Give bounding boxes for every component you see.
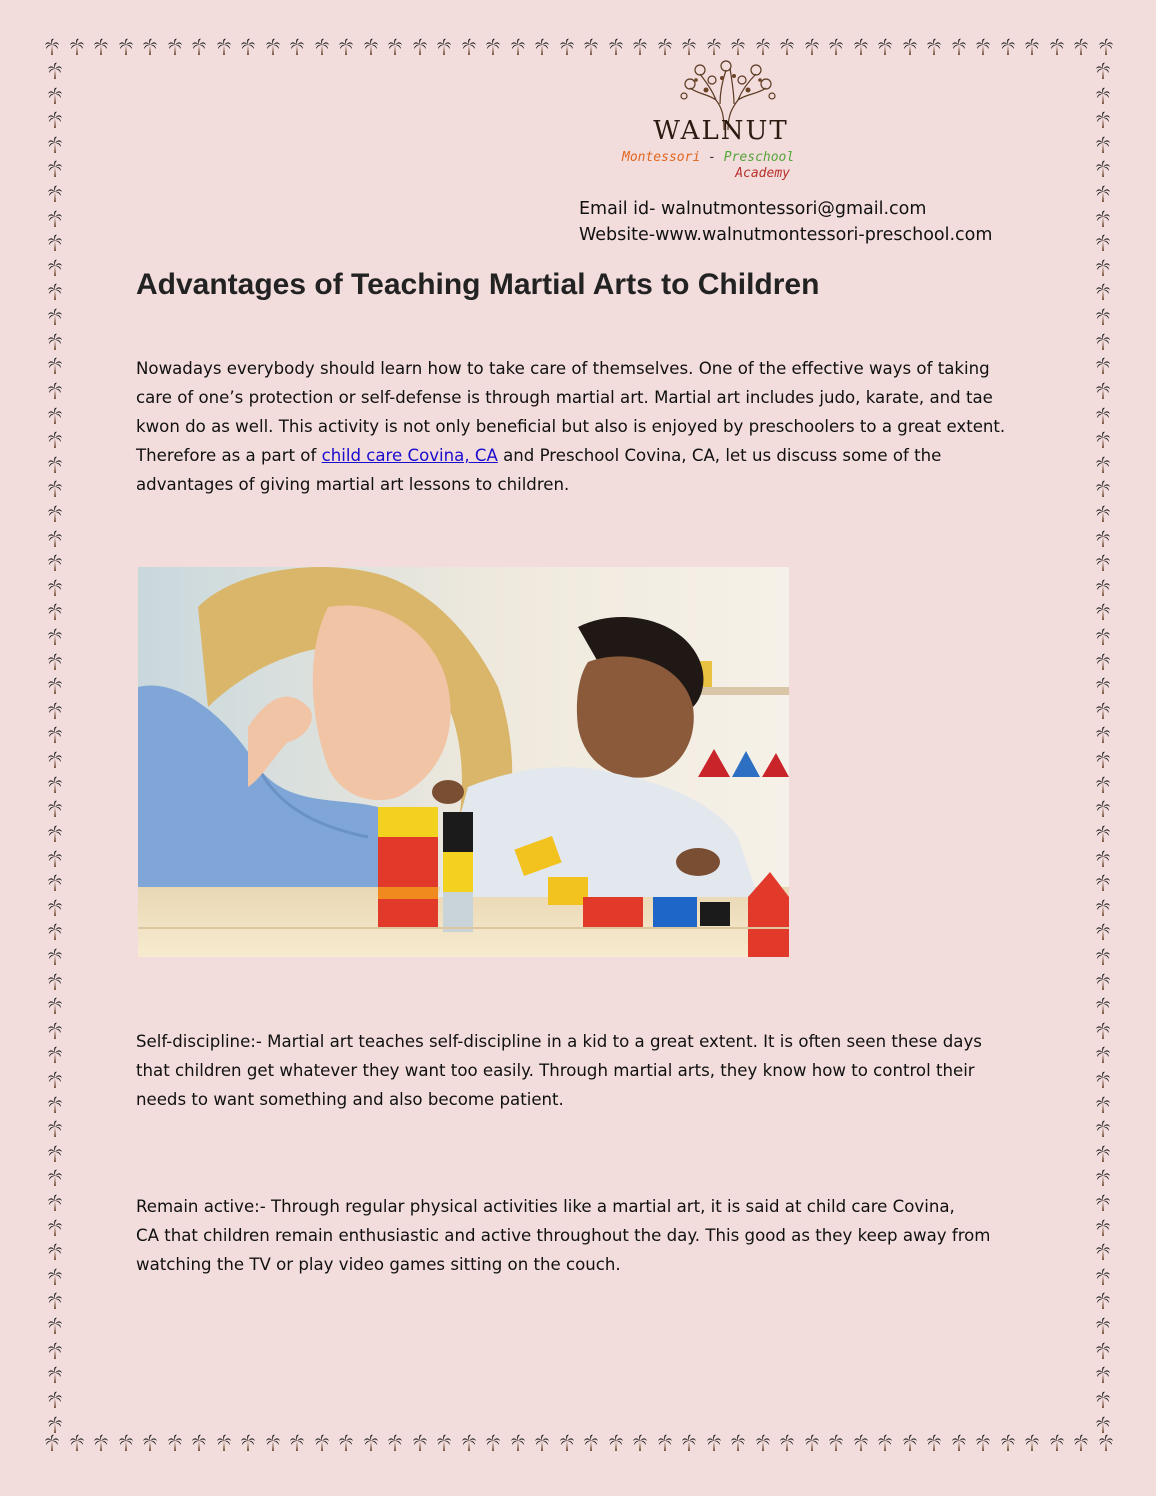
- palm-tree-icon: [632, 38, 648, 56]
- palm-tree-icon: [47, 87, 63, 105]
- palm-tree-icon: [1095, 87, 1111, 105]
- palm-tree-icon: [1095, 899, 1111, 917]
- palm-tree-icon: [265, 38, 281, 56]
- palm-tree-icon: [1095, 653, 1111, 671]
- palm-tree-icon: [436, 1434, 452, 1452]
- palm-tree-icon: [1095, 800, 1111, 818]
- palm-tree-icon: [338, 38, 354, 56]
- palm-tree-icon: [47, 1317, 63, 1335]
- palm-tree-icon: [657, 1434, 673, 1452]
- palm-tree-icon: [510, 1434, 526, 1452]
- palm-tree-icon: [1095, 579, 1111, 597]
- palm-tree-icon: [118, 38, 134, 56]
- palm-tree-icon: [47, 111, 63, 129]
- intro-line-1: Nowadays everybody should learn how to take care of themselves. One of the effective ways of taking: [136, 359, 990, 378]
- palm-tree-icon: [1095, 874, 1111, 892]
- intro-line-4: [136, 441, 1036, 470]
- palm-tree-icon: [877, 1434, 893, 1452]
- palm-tree-icon: [706, 38, 722, 56]
- palm-tree-icon: [47, 1243, 63, 1261]
- palm-tree-icon: [485, 1434, 501, 1452]
- logo-tagline: [622, 150, 848, 165]
- intro-line-5: advantages of giving martial art lessons to children.: [136, 475, 570, 494]
- intro-paragraph: [136, 354, 1036, 499]
- palm-tree-icon: [1095, 431, 1111, 449]
- palm-tree-icon: [142, 1434, 158, 1452]
- palm-tree-icon: [779, 38, 795, 56]
- palm-tree-icon: [1049, 1434, 1065, 1452]
- palm-tree-icon: [47, 800, 63, 818]
- palm-tree-icon: [1098, 38, 1114, 56]
- palm-tree-icon: [47, 259, 63, 277]
- palm-tree-icon: [47, 1071, 63, 1089]
- palm-tree-icon: [47, 407, 63, 425]
- palm-tree-icon: [1049, 38, 1065, 56]
- palm-tree-icon: [44, 38, 60, 56]
- palm-tree-icon: [1095, 210, 1111, 228]
- palm-tree-icon: [1095, 1145, 1111, 1163]
- palm-tree-icon: [412, 1434, 428, 1452]
- palm-tree-icon: [828, 38, 844, 56]
- palm-tree-icon: [1095, 554, 1111, 572]
- palm-tree-icon: [1095, 160, 1111, 178]
- border-left: [44, 62, 66, 1434]
- palm-tree-icon: [779, 1434, 795, 1452]
- palm-tree-icon: [1095, 702, 1111, 720]
- palm-tree-icon: [534, 38, 550, 56]
- palm-tree-icon: [1095, 1194, 1111, 1212]
- palm-tree-icon: [1095, 850, 1111, 868]
- palm-tree-icon: [47, 1342, 63, 1360]
- palm-tree-icon: [1095, 1366, 1111, 1384]
- palm-tree-icon: [47, 653, 63, 671]
- palm-tree-icon: [47, 1292, 63, 1310]
- palm-tree-icon: [240, 1434, 256, 1452]
- intro-line-3: kwon do as well. This activity is not only beneficial but also is enjoyed by preschoolers to a great extent.: [136, 417, 1006, 436]
- palm-tree-icon: [1095, 1342, 1111, 1360]
- palm-tree-icon: [47, 308, 63, 326]
- palm-tree-icon: [681, 38, 697, 56]
- palm-tree-icon: [47, 751, 63, 769]
- palm-tree-icon: [47, 948, 63, 966]
- palm-tree-icon: [240, 38, 256, 56]
- remain-active-line-2: CA that children remain enthusiastic and active throughout the day. This good as they keep away from: [136, 1226, 991, 1245]
- palm-tree-icon: [1095, 628, 1111, 646]
- palm-tree-icon: [44, 1434, 60, 1452]
- walnut-logo: [618, 60, 844, 184]
- palm-tree-icon: [47, 726, 63, 744]
- palm-tree-icon: [1095, 1317, 1111, 1335]
- palm-tree-icon: [583, 38, 599, 56]
- palm-tree-icon: [47, 357, 63, 375]
- palm-tree-icon: [706, 1434, 722, 1452]
- self-discipline-paragraph: [136, 1027, 1036, 1114]
- palm-tree-icon: [363, 1434, 379, 1452]
- palm-tree-icon: [1095, 1169, 1111, 1187]
- palm-tree-icon: [1095, 923, 1111, 941]
- palm-tree-icon: [167, 1434, 183, 1452]
- palm-tree-icon: [1095, 407, 1111, 425]
- palm-tree-icon: [608, 1434, 624, 1452]
- palm-tree-icon: [951, 38, 967, 56]
- palm-tree-icon: [47, 1194, 63, 1212]
- palm-tree-icon: [1073, 1434, 1089, 1452]
- intro-line-4-pre: Therefore as a part of: [136, 446, 322, 465]
- border-top: [44, 36, 1114, 58]
- palm-tree-icon: [1095, 234, 1111, 252]
- palm-tree-icon: [1024, 38, 1040, 56]
- palm-tree-icon: [47, 185, 63, 203]
- palm-tree-icon: [1095, 726, 1111, 744]
- palm-tree-icon: [1095, 333, 1111, 351]
- logo-preschool: Preschool: [723, 150, 795, 165]
- palm-tree-icon: [510, 38, 526, 56]
- palm-tree-icon: [1095, 456, 1111, 474]
- palm-tree-icon: [657, 38, 673, 56]
- palm-tree-icon: [47, 431, 63, 449]
- teacher-child-blocks-image: [138, 567, 789, 957]
- palm-tree-icon: [1098, 1434, 1114, 1452]
- palm-tree-icon: [47, 628, 63, 646]
- palm-tree-icon: [47, 973, 63, 991]
- palm-tree-icon: [1095, 1120, 1111, 1138]
- palm-tree-icon: [142, 38, 158, 56]
- palm-tree-icon: [681, 1434, 697, 1452]
- palm-tree-icon: [1073, 38, 1089, 56]
- logo-academy: Academy: [735, 166, 790, 181]
- palm-tree-icon: [47, 210, 63, 228]
- palm-tree-icon: [1095, 677, 1111, 695]
- palm-tree-icon: [1095, 357, 1111, 375]
- palm-tree-icon: [559, 1434, 575, 1452]
- palm-tree-icon: [1095, 1391, 1111, 1409]
- remain-active-line-1: Remain active:- Through regular physical activities like a martial art, it is said at child care Covina,: [136, 1197, 955, 1216]
- remain-active-line-3: watching the TV or play video games sitting on the couch.: [136, 1255, 621, 1274]
- palm-tree-icon: [1000, 1434, 1016, 1452]
- palm-tree-icon: [1095, 776, 1111, 794]
- palm-tree-icon: [191, 1434, 207, 1452]
- palm-tree-icon: [755, 1434, 771, 1452]
- palm-tree-icon: [93, 1434, 109, 1452]
- palm-tree-icon: [363, 38, 379, 56]
- palm-tree-icon: [1095, 283, 1111, 301]
- palm-tree-icon: [1095, 1416, 1111, 1434]
- palm-tree-icon: [47, 62, 63, 80]
- palm-tree-icon: [47, 874, 63, 892]
- palm-tree-icon: [93, 38, 109, 56]
- palm-tree-icon: [47, 702, 63, 720]
- palm-tree-icon: [1095, 997, 1111, 1015]
- palm-tree-icon: [47, 1022, 63, 1040]
- palm-tree-icon: [436, 38, 452, 56]
- palm-tree-icon: [1095, 382, 1111, 400]
- palm-tree-icon: [47, 677, 63, 695]
- palm-tree-icon: [853, 1434, 869, 1452]
- palm-tree-icon: [47, 850, 63, 868]
- palm-tree-icon: [47, 776, 63, 794]
- palm-tree-icon: [853, 38, 869, 56]
- logo-wordmark: WALNUT: [653, 116, 789, 146]
- palm-tree-icon: [461, 38, 477, 56]
- palm-tree-icon: [730, 1434, 746, 1452]
- palm-tree-icon: [1095, 530, 1111, 548]
- palm-tree-icon: [1095, 1071, 1111, 1089]
- palm-tree-icon: [47, 283, 63, 301]
- intro-line-2: care of one’s protection or self-defense is through martial art. Martial art includes judo, karate, and tae: [136, 388, 993, 407]
- palm-tree-icon: [314, 1434, 330, 1452]
- palm-tree-icon: [47, 825, 63, 843]
- palm-tree-icon: [47, 333, 63, 351]
- palm-tree-icon: [926, 38, 942, 56]
- palm-tree-icon: [387, 38, 403, 56]
- palm-tree-icon: [47, 1046, 63, 1064]
- palm-tree-icon: [583, 1434, 599, 1452]
- contact-email: Email id- walnutmontessori@gmail.com: [579, 199, 927, 219]
- palm-tree-icon: [1095, 1219, 1111, 1237]
- contact-website: Website-www.walnutmontessori-preschool.com: [579, 225, 993, 245]
- palm-tree-icon: [1095, 1292, 1111, 1310]
- palm-tree-icon: [216, 1434, 232, 1452]
- palm-tree-icon: [975, 1434, 991, 1452]
- palm-tree-icon: [1095, 185, 1111, 203]
- palm-tree-icon: [314, 38, 330, 56]
- palm-tree-icon: [1095, 1022, 1111, 1040]
- palm-tree-icon: [216, 38, 232, 56]
- self-discipline-line-3: needs to want something and also become patient.: [136, 1090, 564, 1109]
- palm-tree-icon: [1095, 825, 1111, 843]
- palm-tree-icon: [289, 1434, 305, 1452]
- palm-tree-icon: [755, 38, 771, 56]
- palm-tree-icon: [902, 1434, 918, 1452]
- palm-tree-icon: [47, 1391, 63, 1409]
- palm-tree-icon: [47, 603, 63, 621]
- palm-tree-icon: [47, 1096, 63, 1114]
- palm-tree-icon: [47, 1145, 63, 1163]
- palm-tree-icon: [47, 1219, 63, 1237]
- palm-tree-icon: [47, 579, 63, 597]
- palm-tree-icon: [47, 997, 63, 1015]
- palm-tree-icon: [47, 554, 63, 572]
- palm-tree-icon: [559, 38, 575, 56]
- palm-tree-icon: [804, 1434, 820, 1452]
- palm-tree-icon: [1000, 38, 1016, 56]
- palm-tree-icon: [1095, 308, 1111, 326]
- palm-tree-icon: [47, 530, 63, 548]
- palm-tree-icon: [730, 38, 746, 56]
- border-bottom: [44, 1432, 1114, 1454]
- palm-tree-icon: [47, 505, 63, 523]
- palm-tree-icon: [632, 1434, 648, 1452]
- self-discipline-line-1: Self-discipline:- Martial art teaches self-discipline in a kid to a great extent. It is often seen these days: [136, 1032, 982, 1051]
- palm-tree-icon: [804, 38, 820, 56]
- palm-tree-icon: [47, 1416, 63, 1434]
- palm-tree-icon: [47, 234, 63, 252]
- palm-tree-icon: [387, 1434, 403, 1452]
- palm-tree-icon: [926, 1434, 942, 1452]
- palm-tree-icon: [1024, 1434, 1040, 1452]
- palm-tree-icon: [412, 38, 428, 56]
- palm-tree-icon: [69, 38, 85, 56]
- remain-active-paragraph: [136, 1192, 1036, 1279]
- page-title: Advantages of Teaching Martial Arts to Children: [136, 268, 820, 301]
- palm-tree-icon: [47, 1366, 63, 1384]
- palm-tree-icon: [1095, 480, 1111, 498]
- intro-line-4-post: and Preschool Covina, CA, let us discuss some of the: [497, 446, 942, 465]
- palm-tree-icon: [47, 480, 63, 498]
- child-care-covina-link[interactable]: child care Covina, CA: [321, 446, 498, 465]
- palm-tree-icon: [1095, 973, 1111, 991]
- palm-tree-icon: [975, 38, 991, 56]
- palm-tree-icon: [47, 1268, 63, 1286]
- border-right: [1092, 62, 1114, 1434]
- palm-tree-icon: [1095, 948, 1111, 966]
- palm-tree-icon: [461, 1434, 477, 1452]
- palm-tree-icon: [1095, 751, 1111, 769]
- palm-tree-icon: [47, 1120, 63, 1138]
- palm-tree-icon: [47, 160, 63, 178]
- palm-tree-icon: [1095, 603, 1111, 621]
- palm-tree-icon: [1095, 111, 1111, 129]
- palm-tree-icon: [338, 1434, 354, 1452]
- palm-tree-icon: [1095, 136, 1111, 154]
- self-discipline-line-2: that children get whatever they want too easily. Through martial arts, they know how to control their: [136, 1061, 975, 1080]
- palm-tree-icon: [47, 923, 63, 941]
- logo-montessori: Montessori: [622, 150, 701, 165]
- contact-block: [579, 196, 992, 248]
- palm-tree-icon: [47, 899, 63, 917]
- palm-tree-icon: [47, 382, 63, 400]
- palm-tree-icon: [485, 38, 501, 56]
- palm-tree-icon: [265, 1434, 281, 1452]
- logo-dash: -: [708, 150, 716, 165]
- palm-tree-icon: [47, 136, 63, 154]
- palm-tree-icon: [1095, 1096, 1111, 1114]
- palm-tree-icon: [1095, 62, 1111, 80]
- palm-tree-icon: [877, 38, 893, 56]
- palm-tree-icon: [1095, 1046, 1111, 1064]
- palm-tree-icon: [167, 38, 183, 56]
- palm-tree-icon: [69, 1434, 85, 1452]
- palm-tree-icon: [534, 1434, 550, 1452]
- palm-tree-icon: [47, 1169, 63, 1187]
- palm-tree-icon: [118, 1434, 134, 1452]
- palm-tree-icon: [828, 1434, 844, 1452]
- palm-tree-icon: [289, 38, 305, 56]
- palm-tree-icon: [608, 38, 624, 56]
- palm-tree-icon: [951, 1434, 967, 1452]
- palm-tree-icon: [191, 38, 207, 56]
- palm-tree-icon: [1095, 505, 1111, 523]
- palm-tree-icon: [1095, 259, 1111, 277]
- palm-tree-icon: [47, 456, 63, 474]
- palm-tree-icon: [1095, 1268, 1111, 1286]
- blocks-illustration: [138, 567, 789, 957]
- palm-tree-icon: [1095, 1243, 1111, 1261]
- palm-tree-icon: [902, 38, 918, 56]
